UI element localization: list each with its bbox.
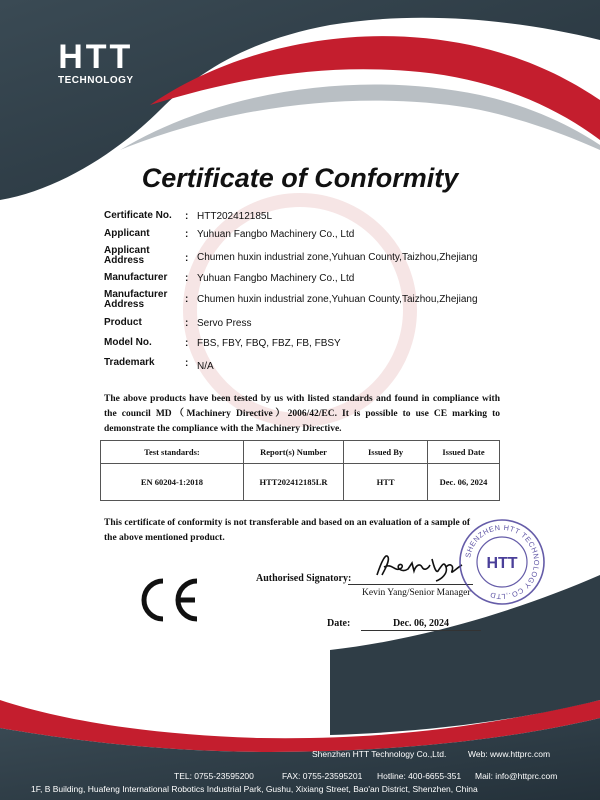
field-value: Chumen huxin industrial zone,Yuhuan County,Taizhou,Zhejiang: [197, 294, 478, 305]
field-label: Manufacturer: [104, 272, 168, 283]
signatory-name: Kevin Yang/Senior Manager: [362, 588, 471, 598]
field-label: Applicant: [104, 228, 150, 239]
field-label: Trademark: [104, 357, 155, 368]
field-colon: :: [185, 294, 189, 305]
company-stamp: [458, 518, 546, 606]
field-value: HTT202412185L: [197, 211, 273, 222]
field-value: Servo Press: [197, 318, 252, 329]
date-value: Dec. 06, 2024: [361, 618, 481, 631]
field-value: Yuhuan Fangbo Machinery Co., Ltd: [197, 229, 355, 240]
field-label: Model No.: [104, 337, 152, 348]
svg-text:SHENZHEN HTT TECHNOLOGY CO.,LT: SHENZHEN HTT TECHNOLOGY CO.,LTD: [463, 522, 542, 602]
footer-web: Web: www.httprc.com: [468, 749, 551, 759]
svg-text:HTT: HTT: [486, 555, 518, 572]
field-value: N/A: [197, 361, 214, 372]
field-value: FBS, FBY, FBQ, FBZ, FB, FBSY: [197, 338, 341, 349]
table-cell: HTT202412185LR: [243, 464, 343, 501]
footer-mail: Mail: info@httprc.com: [475, 771, 558, 781]
table-header: Test standards:: [101, 441, 244, 464]
field-label: Product: [104, 317, 142, 328]
transferability-statement: This certificate of conformity is not transferable and based on an evaluation of a sample of the above mentioned product.: [104, 518, 470, 543]
footer-hotline: Hotline: 400-6655-351: [377, 771, 462, 781]
footer-tel: TEL: 0755-23595200: [174, 771, 254, 781]
table-cell: EN 60204-1:2018: [101, 464, 244, 501]
htt-logo: [58, 40, 134, 86]
signatory-label: Authorised Signatory:: [256, 573, 352, 584]
field-value: Yuhuan Fangbo Machinery Co., Ltd: [197, 273, 355, 284]
table-header-row: [101, 441, 500, 464]
field-colon: :: [185, 358, 189, 369]
field-label: Manufacturer Address: [104, 289, 168, 310]
signature-line: [348, 584, 473, 585]
footer-company: Shenzhen HTT Technology Co.,Ltd.: [312, 749, 447, 759]
compliance-statement: The above products have been tested by us with listed standards and found in compliance with the council MD（Machinery Directive）2006/42/EC. It is possible to use CE marking to demonstrate the compliance with the Machinery Directive.: [104, 394, 500, 434]
logo-main-text: HTT: [58, 38, 134, 76]
table-header: Issued By: [344, 441, 428, 464]
table-cell: Dec. 06, 2024: [427, 464, 499, 501]
field-label: Applicant Address: [104, 245, 150, 266]
handwritten-signature: [372, 545, 472, 585]
table-header: Report(s) Number: [243, 441, 343, 464]
field-colon: :: [185, 273, 189, 284]
field-value: Chumen huxin industrial zone,Yuhuan County,Taizhou,Zhejiang: [197, 252, 478, 263]
field-label: Certificate No.: [104, 210, 172, 221]
date-label: Date:: [327, 618, 351, 629]
footer-address: 1F, B Building, Huafeng International Robotics Industrial Park, Gushu, Xixiang Street, Bao'an District, Shenzhen, China: [31, 784, 478, 794]
standards-table: [100, 440, 500, 501]
table-row: [101, 464, 500, 501]
field-colon: :: [185, 318, 189, 329]
logo-sub-text: TECHNOLOGY: [58, 75, 134, 86]
footer-fax: FAX: 0755-23595201: [282, 771, 363, 781]
field-colon: :: [185, 253, 189, 264]
table-header: Issued Date: [427, 441, 499, 464]
field-colon: :: [185, 229, 189, 240]
certificate-title: Certificate of Conformity: [141, 163, 459, 193]
field-colon: :: [185, 338, 189, 349]
field-colon: :: [185, 211, 189, 222]
table-cell: HTT: [344, 464, 428, 501]
ce-mark-icon: [133, 575, 203, 625]
